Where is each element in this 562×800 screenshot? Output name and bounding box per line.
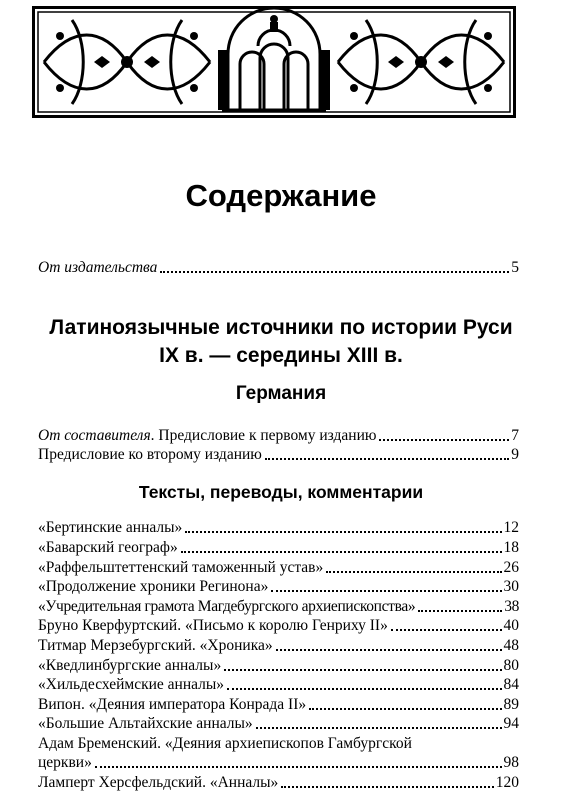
toc-entry-page: 5	[511, 259, 519, 276]
leader-dots	[160, 271, 509, 273]
section-heading-line1: Латиноязычные источники по истории Руси	[49, 316, 513, 339]
leader-dots	[185, 531, 501, 533]
leader-dots	[276, 649, 502, 651]
toc-entry-label	[38, 427, 376, 445]
toc-entry-label: Бруно Кверфуртский. «Письмо к королю Генриху II»	[38, 617, 388, 634]
toc-entry-compiler-preface[interactable]	[38, 425, 519, 445]
toc-entry-label: «Хильдесхеймские анналы»	[38, 676, 225, 693]
toc-entry[interactable]	[38, 635, 519, 655]
toc-entry-page: 26	[503, 559, 519, 576]
header-ornament-icon	[32, 6, 516, 118]
leader-dots	[326, 571, 501, 573]
toc-entry-label: Предисловие ко второму изданию	[38, 446, 262, 463]
toc-entry-label: Титмар Мерзебургский. «Хроника»	[38, 637, 273, 654]
toc-entry-page: 7	[511, 427, 519, 444]
toc-entry[interactable]	[38, 674, 519, 694]
leader-dots	[181, 551, 502, 553]
toc-entry[interactable]	[38, 694, 519, 714]
toc-entry[interactable]	[38, 596, 519, 616]
toc-entry-second-preface[interactable]	[38, 444, 519, 464]
toc-entry-label: «Учредительная грамота Магдебургского архиепископства»	[38, 598, 416, 615]
toc-entry-label: Ламперт Херсфельдский. «Анналы»	[38, 774, 279, 791]
toc-entry-label: «Баварский географ»	[38, 539, 178, 556]
leader-dots	[391, 629, 502, 631]
toc-entry[interactable]	[38, 557, 519, 577]
page-title: Содержание	[185, 178, 377, 213]
toc-entry-page: 18	[503, 539, 519, 556]
leader-dots	[281, 786, 493, 788]
toc-entry[interactable]	[38, 537, 519, 557]
leader-dots	[224, 669, 501, 671]
toc-entry[interactable]	[38, 713, 519, 733]
texts-heading: Тексты, переводы, комментарии	[138, 482, 424, 502]
toc-entry-page: 30	[503, 578, 519, 595]
toc-entry-label: «Кведлинбургские анналы»	[38, 657, 222, 674]
toc-entry-label: «Раффельштеттенский таможенный устав»	[38, 559, 324, 576]
leader-dots	[256, 727, 502, 729]
toc-entry-label: «Большие Альтайхские анналы»	[38, 715, 253, 732]
leader-dots	[227, 688, 501, 690]
toc-entry-page: 84	[503, 676, 519, 693]
toc-entry[interactable]	[38, 576, 519, 596]
leader-dots	[271, 590, 501, 592]
toc-entry[interactable]	[38, 517, 519, 537]
toc-entry-label: «Бертинские анналы»	[38, 519, 183, 536]
toc-entry-page: 80	[503, 657, 519, 674]
toc-entry[interactable]	[38, 772, 519, 792]
toc-entry[interactable]	[38, 752, 519, 772]
toc-entry-page: 38	[504, 598, 519, 615]
toc-entry-label: От издательства	[38, 259, 158, 276]
toc-entry-intro[interactable]	[38, 257, 519, 277]
leader-dots	[95, 766, 502, 768]
toc-entry-label-italic: От составителя	[38, 427, 151, 444]
toc-entry-page: 9	[511, 446, 519, 463]
leader-dots	[379, 439, 509, 441]
toc-entry-page: 94	[503, 715, 519, 732]
toc-entry-page: 48	[503, 637, 519, 654]
toc-entry[interactable]	[38, 615, 519, 635]
toc-entry-page: 98	[503, 754, 519, 771]
toc-entry-label: Випон. «Деяния императора Конрада II»	[38, 696, 307, 713]
toc-entry-page: 40	[503, 617, 519, 634]
leader-dots	[309, 708, 501, 710]
toc-entry-label: «Продолжение хроники Регинона»	[38, 578, 269, 595]
toc-entry-label-rest: . Предисловие к первому изданию	[150, 427, 377, 444]
toc-entry-page: 89	[503, 696, 519, 713]
toc-entry-label-line1[interactable]: Адам Бременский. «Деяния архиепископов Гамбургской	[38, 735, 412, 752]
leader-dots	[418, 610, 502, 612]
toc-entry[interactable]	[38, 655, 519, 675]
leader-dots	[265, 458, 509, 460]
toc-entry-label-line2: церкви»	[38, 754, 92, 771]
toc-entry-page: 120	[495, 774, 519, 791]
section-heading-line2: IX в. — середины XIII в.	[159, 344, 403, 367]
toc-entry-page: 12	[503, 519, 519, 536]
country-heading: Германия	[235, 383, 327, 404]
